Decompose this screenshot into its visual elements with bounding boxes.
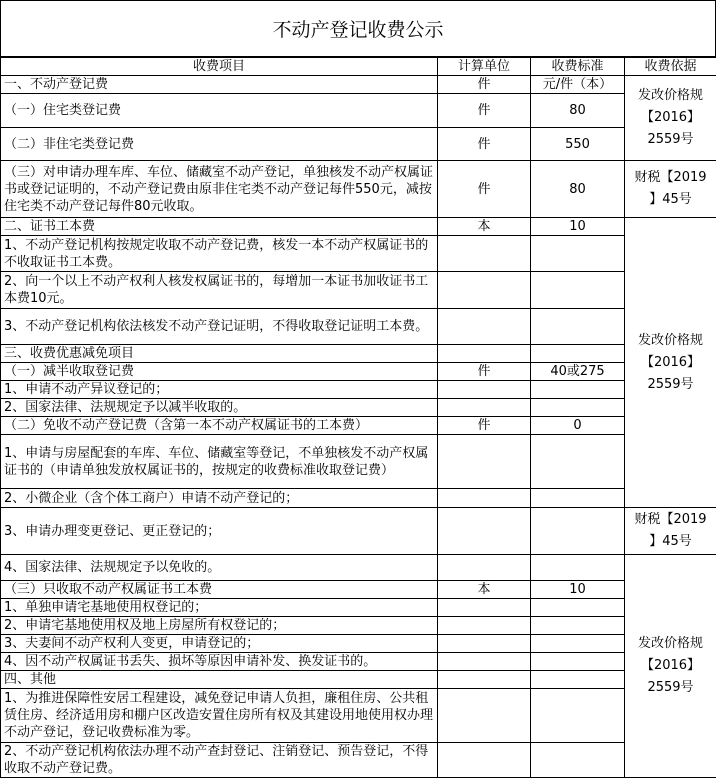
item-cell: 1、申请与房屋配套的车库、车位、储藏室等登记，不单独核发不动产权属证书的（申请单独发放权属证书的，按规定的收费标准收取登记费） (1, 435, 438, 489)
table-row (1, 236, 716, 272)
basis-line: 财税【2019 (634, 512, 706, 527)
basis-line: 发改价格规 (638, 636, 703, 651)
item-cell: 1、申请不动产异议登记的； (1, 381, 438, 399)
standard-cell (531, 555, 625, 581)
unit-cell (438, 508, 531, 555)
unit-cell (438, 236, 531, 272)
table-row (1, 345, 716, 363)
unit-cell (438, 399, 531, 417)
item-cell: 3、不动产登记机构依法核发不动产登记证明，不得收取登记证明工本费。 (1, 309, 438, 345)
table-row (1, 399, 716, 417)
basis-line: 2559号 (647, 680, 693, 695)
item-cell: 1、为推进保障性安居工程建设，减免登记申请人负担，廉租住房、公共租赁住房、经济适用房和棚户区改造安置住房所有权及其建设用地使用权办理不动产登记，登记收费标准为零。 (1, 689, 438, 743)
item-cell: 3、申请办理变更登记、更正登记的； (1, 508, 438, 555)
unit-cell (438, 617, 531, 635)
item-cell: 二、证书工本费 (1, 218, 438, 236)
standard-cell (531, 743, 625, 778)
basis-line: 发改价格规 (638, 88, 703, 103)
standard-cell (531, 653, 625, 671)
standard-cell (531, 689, 625, 743)
unit-cell (438, 635, 531, 653)
item-cell: （三）对申请办理车库、车位、储藏室不动产登记，单独核发不动产权属证书或登记证明的，不动产登记费由原非住宅类不动产登记每件550元，减按住宅类不动产登记每件80元收取。 (1, 161, 438, 218)
basis-cell-ndrc-2 (625, 218, 716, 508)
standard-cell: 10 (531, 218, 625, 236)
basis-line: 【2016】 (641, 355, 700, 370)
header-standard: 收费标准 (531, 58, 625, 76)
standard-cell (531, 508, 625, 555)
item-cell: 3、夫妻间不动产权利人变更，申请登记的； (1, 635, 438, 653)
table-row (1, 94, 716, 128)
table-row (1, 489, 716, 508)
item-cell: 2、不动产登记机构依法办理不动产查封登记、注销登记、预告登记，不得收取不动产登记费。 (1, 743, 438, 778)
table-row (1, 218, 716, 236)
standard-cell: 10 (531, 581, 625, 599)
unit-cell: 件 (438, 417, 531, 435)
standard-cell (531, 236, 625, 272)
basis-line: 发改价格规 (638, 333, 703, 348)
standard-cell (531, 345, 625, 363)
unit-cell: 件 (438, 76, 531, 94)
item-cell: （三）只收取不动产权属证书工本费 (1, 581, 438, 599)
unit-cell: 件 (438, 128, 531, 161)
sheet-title: 不动产登记收费公示 (0, 0, 716, 57)
table-row (1, 508, 716, 555)
item-cell: （二）免收不动产登记费（含第一本不动产权属证书的工本费） (1, 417, 438, 435)
table-row (1, 417, 716, 435)
basis-cell-ndrc-3 (625, 555, 716, 778)
header-item: 收费项目 (1, 58, 438, 76)
unit-cell (438, 309, 531, 345)
unit-cell (438, 489, 531, 508)
unit-cell (438, 555, 531, 581)
standard-cell: 40或275 (531, 363, 625, 381)
table-row (1, 617, 716, 635)
basis-cell-cs-2 (625, 508, 716, 555)
basis-line: 2559号 (647, 132, 693, 147)
standard-cell: 80 (531, 94, 625, 128)
item-cell: （一）住宅类登记费 (1, 94, 438, 128)
unit-cell: 本 (438, 218, 531, 236)
table-row (1, 381, 716, 399)
header-basis: 收费依据 (625, 58, 716, 76)
standard-cell: 80 (531, 161, 625, 218)
standard-cell (531, 599, 625, 617)
table-row (1, 581, 716, 599)
table-row (1, 555, 716, 581)
item-cell: 一、不动产登记费 (1, 76, 438, 94)
standard-cell (531, 381, 625, 399)
basis-line: 2559号 (647, 377, 693, 392)
standard-cell (531, 399, 625, 417)
table-row (1, 309, 716, 345)
standard-cell (531, 489, 625, 508)
unit-cell: 件 (438, 94, 531, 128)
standard-cell (531, 435, 625, 489)
item-cell: （二）非住宅类登记费 (1, 128, 438, 161)
basis-cell-cs-1 (625, 161, 716, 218)
unit-cell: 件 (438, 363, 531, 381)
table-row (1, 635, 716, 653)
basis-cell-ndrc-1 (625, 76, 716, 161)
item-cell: 4、国家法律、法规规定予以免收的。 (1, 555, 438, 581)
standard-cell (531, 272, 625, 309)
table-row (1, 76, 716, 94)
basis-line: 【2016】 (641, 658, 700, 673)
item-cell: 1、不动产登记机构按规定收取不动产登记费，核发一本不动产权属证书的不收取证书工本费。 (1, 236, 438, 272)
unit-cell (438, 671, 531, 689)
item-cell: 2、小微企业（含个体工商户）申请不动产登记的； (1, 489, 438, 508)
standard-cell: 0 (531, 417, 625, 435)
table-row (1, 161, 716, 218)
unit-cell: 本 (438, 581, 531, 599)
unit-cell (438, 435, 531, 489)
unit-cell: 件 (438, 161, 531, 218)
item-cell: 2、国家法律、法规规定予以减半收取的。 (1, 399, 438, 417)
item-cell: 4、因不动产权属证书丢失、损坏等原因申请补发、换发证书的。 (1, 653, 438, 671)
table-row (1, 363, 716, 381)
unit-cell (438, 345, 531, 363)
fee-table (0, 57, 716, 778)
table-row (1, 671, 716, 689)
basis-line: 【2016】 (641, 110, 700, 125)
basis-line: 财税【2019 (634, 170, 706, 185)
table-row (1, 743, 716, 778)
basis-line: 】45号 (649, 534, 692, 549)
item-cell: 1、单独申请宅基地使用权登记的； (1, 599, 438, 617)
header-row (1, 58, 716, 76)
table-row (1, 653, 716, 671)
table-row (1, 435, 716, 489)
standard-cell: 550 (531, 128, 625, 161)
unit-cell (438, 689, 531, 743)
unit-cell (438, 272, 531, 309)
table-row (1, 272, 716, 309)
item-cell: 2、向一个以上不动产权利人核发权属证书的，每增加一本证书加收证书工本费10元。 (1, 272, 438, 309)
unit-cell (438, 653, 531, 671)
item-cell: 三、收费优惠减免项目 (1, 345, 438, 363)
standard-cell (531, 635, 625, 653)
standard-cell (531, 671, 625, 689)
item-cell: （一）减半收取登记费 (1, 363, 438, 381)
standard-cell (531, 617, 625, 635)
standard-cell (531, 309, 625, 345)
table-row (1, 599, 716, 617)
standard-cell: 元/件（本） (531, 76, 625, 94)
table-row (1, 689, 716, 743)
basis-line: 】45号 (649, 192, 692, 207)
unit-cell (438, 381, 531, 399)
unit-cell (438, 599, 531, 617)
table-row (1, 128, 716, 161)
unit-cell (438, 743, 531, 778)
item-cell: 2、申请宅基地使用权及地上房屋所有权登记的； (1, 617, 438, 635)
header-unit: 计算单位 (438, 58, 531, 76)
item-cell: 四、其他 (1, 671, 438, 689)
